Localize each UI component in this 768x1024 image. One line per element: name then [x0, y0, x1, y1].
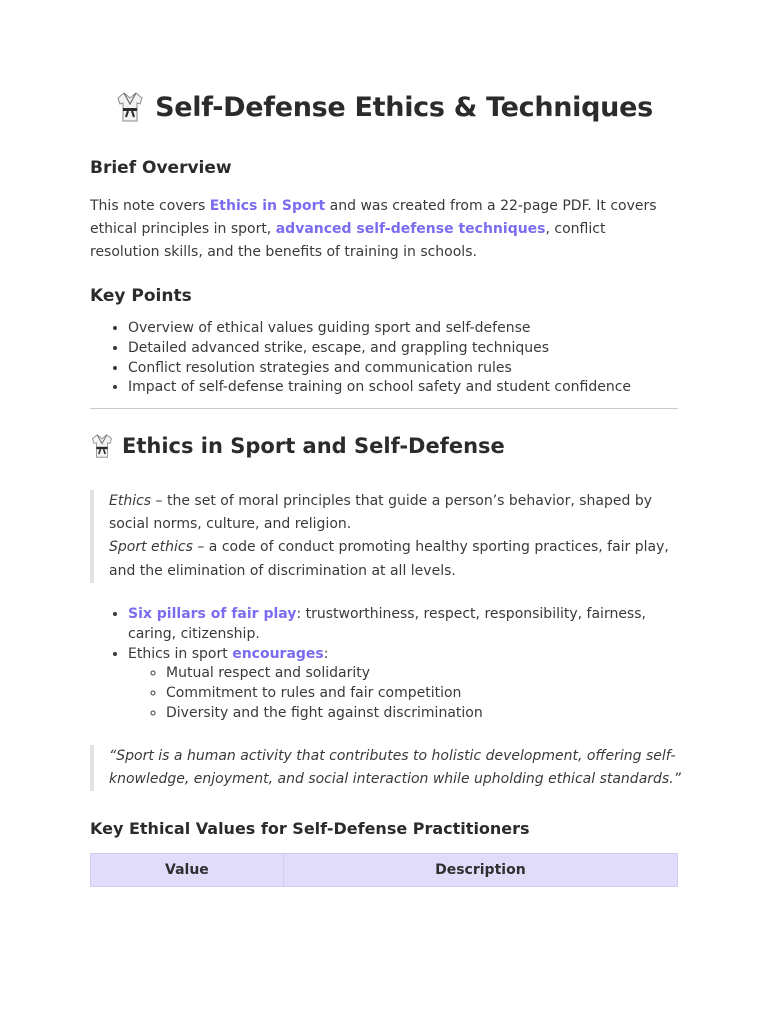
overview-paragraph: [90, 195, 678, 265]
encourages-suffix: :: [323, 645, 329, 662]
overview-text-1: This note covers: [90, 198, 210, 214]
ethics-definition: [109, 490, 681, 536]
ethics-definition-text: – the set of moral principles that guide a person’s behavior, shaped by social norms, culture, and religion.: [109, 493, 653, 533]
list-item: [128, 645, 678, 724]
list-item: [128, 605, 678, 645]
martial-arts-uniform-icon: [115, 90, 145, 124]
overview-text-3: , conflict resolution skills, and the benefits of training in schools.: [90, 221, 606, 261]
table-header-row: [91, 854, 678, 887]
fair-play-list: [90, 605, 678, 724]
encourages-sublist: [128, 664, 678, 723]
title-row: [90, 90, 678, 124]
martial-arts-uniform-icon: [90, 432, 114, 460]
pillars-text: : trustworthiness, respect, responsibility, fairness, caring, citizenship.: [128, 606, 646, 642]
ethics-term: Ethics: [109, 493, 152, 509]
ethics-in-sport-link[interactable]: Ethics in Sport: [209, 198, 326, 214]
sport-ethics-definition-text: – a code of conduct promoting healthy sporting practices, fair play, and the elimination of discrimination at all levels.: [109, 539, 669, 579]
encourages-link[interactable]: encourages: [232, 645, 324, 662]
list-item: • Overview of ethical values guiding sport and self-defense: [128, 319, 688, 339]
list-item: ◦ Commitment to rules and fair competition: [166, 684, 678, 704]
overview-text-2: and was created from a 22-page PDF. It covers ethical principles in sport,: [90, 198, 657, 238]
page-title: Self-Defense Ethics & Techniques: [155, 91, 653, 123]
key-points-heading: Key Points: [90, 286, 192, 306]
section-heading: Ethics in Sport and Self-Defense: [122, 434, 505, 458]
brief-overview-heading: Brief Overview: [90, 158, 232, 178]
list-item: • Conflict resolution strategies and communication rules: [128, 359, 688, 379]
section-divider: [90, 408, 678, 409]
column-header-value: Value: [91, 854, 284, 887]
list-item: • Detailed advanced strike, escape, and grappling techniques: [128, 339, 688, 359]
six-pillars-link[interactable]: Six pillars of fair play: [128, 606, 297, 622]
definitions-blockquote: [90, 490, 681, 583]
section-heading-row: [90, 432, 505, 460]
values-table: [90, 853, 678, 887]
encourages-prefix: Ethics in sport: [128, 645, 233, 662]
sport-ethics-definition: [109, 536, 681, 582]
list-item: ◦ Mutual respect and solidarity: [166, 664, 678, 684]
values-table-heading: Key Ethical Values for Self-Defense Practitioners: [90, 819, 530, 838]
sport-ethics-term: Sport ethics: [109, 539, 193, 556]
sport-quote: “Sport is a human activity that contributes to holistic development, offering self-knowledge, enjoyment, and social interaction while upholding ethical standards.”: [90, 745, 681, 791]
advanced-techniques-link[interactable]: advanced self-defense techniques: [275, 221, 546, 238]
column-header-description: Description: [283, 854, 677, 887]
list-item: • Impact of self-defense training on school safety and student confidence: [128, 378, 688, 398]
key-points-list: [90, 319, 688, 398]
list-item: ◦ Diversity and the fight against discrimination: [166, 704, 678, 724]
